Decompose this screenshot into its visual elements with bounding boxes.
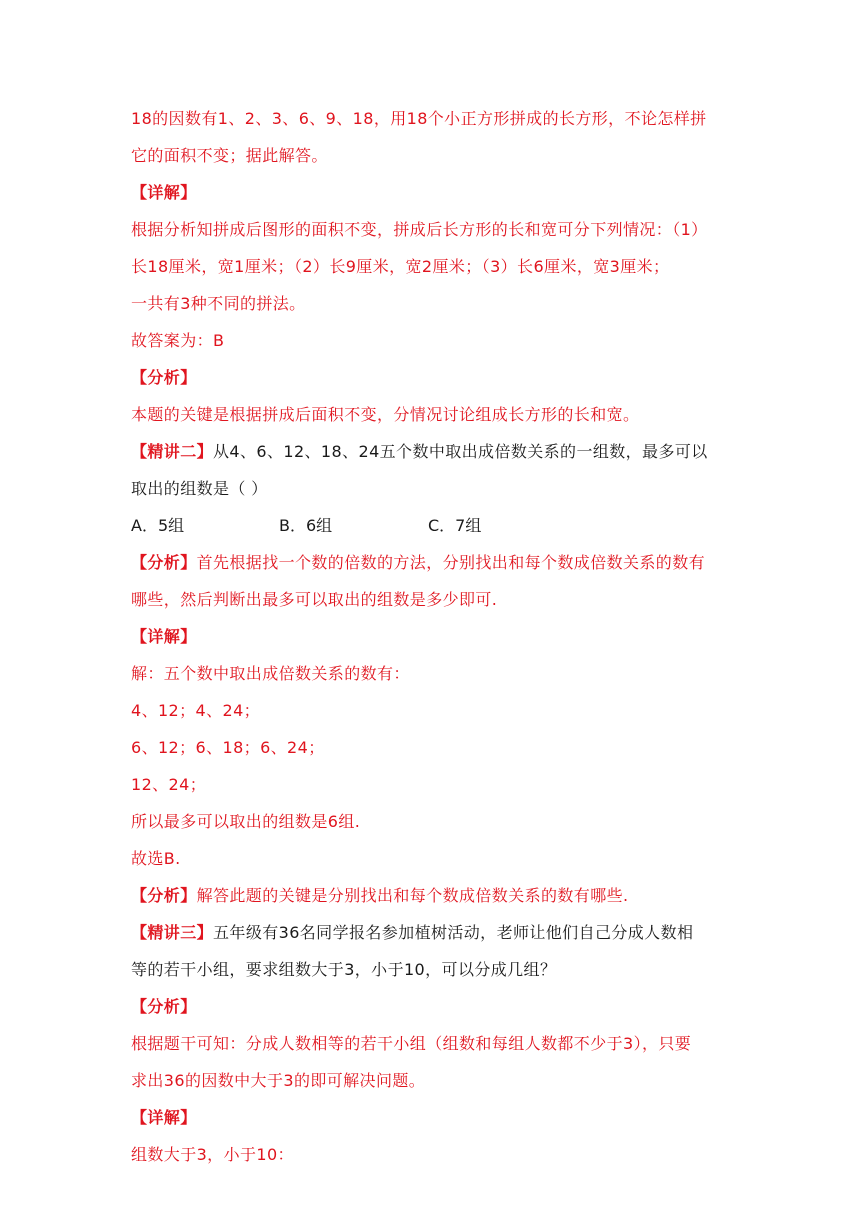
section-heading-detail: 【详解】 bbox=[131, 1108, 197, 1127]
section-heading-detail: 【详解】 bbox=[131, 183, 197, 202]
detail-line: 组数大于3，小于10： bbox=[131, 1145, 294, 1164]
detail-line: 一共有3种不同的拼法。 bbox=[131, 294, 306, 313]
analysis-line: 根据题干可知：分成人数相等的若干小组（组数和每组人数都不少于3），只要 bbox=[131, 1034, 692, 1053]
analysis-text: 首先根据找一个数的倍数的方法，分别找出和每个数成倍数关系的数有 bbox=[196, 553, 706, 572]
question-2-text: 从4、6、12、18、24五个数中取出成倍数关系的一组数，最多可以 bbox=[213, 442, 708, 461]
section-heading-analysis: 【分析】 bbox=[131, 368, 197, 387]
question-2-line bbox=[131, 440, 741, 464]
analysis-line: 本题的关键是根据拼成后面积不变，分情况讨论组成长方形的长和宽。 bbox=[131, 405, 640, 424]
option-c: C．7组 bbox=[428, 516, 482, 535]
detail-line: 解：五个数中取出成倍数关系的数有： bbox=[131, 664, 410, 683]
question-3-line bbox=[131, 921, 741, 945]
option-a: A．5组 bbox=[131, 516, 185, 535]
section-heading-analysis: 【分析】 bbox=[131, 997, 197, 1016]
question-3-tag: 【精讲三】 bbox=[131, 923, 214, 942]
question-3-line-2: 等的若干小组，要求组数大于3，小于10，可以分成几组？ bbox=[131, 960, 557, 979]
detail-line: 4、12；4、24； bbox=[131, 701, 261, 720]
analysis-line bbox=[131, 551, 741, 575]
detail-line: 12、24； bbox=[131, 775, 207, 794]
analysis-text: 解答此题的关键是分别找出和每个数成倍数关系的数有哪些. bbox=[196, 886, 629, 905]
option-b: B．6组 bbox=[279, 516, 333, 535]
analysis-tag: 【分析】 bbox=[131, 886, 197, 905]
analysis-line: 18的因数有1、2、3、6、9、18，用18个小正方形拼成的长方形，不论怎样拼 bbox=[131, 109, 707, 128]
detail-line: 6、12；6、18；6、24； bbox=[131, 738, 325, 757]
detail-line: 所以最多可以取出的组数是6组. bbox=[131, 812, 361, 831]
question-2-line-2: 取出的组数是（ ） bbox=[131, 479, 268, 498]
question-3-text: 五年级有36名同学报名参加植树活动，老师让他们自己分成人数相 bbox=[213, 923, 694, 942]
analysis-line: 求出36的因数中大于3的即可解决问题。 bbox=[131, 1071, 426, 1090]
answer-line: 故选B. bbox=[131, 849, 181, 868]
analysis-line: 哪些，然后判断出最多可以取出的组数是多少即可. bbox=[131, 590, 498, 609]
section-heading-detail: 【详解】 bbox=[131, 627, 197, 646]
analysis-line bbox=[131, 884, 741, 908]
answer-line: 故答案为：B bbox=[131, 331, 225, 350]
analysis-line: 它的面积不变；据此解答。 bbox=[131, 146, 328, 165]
analysis-tag: 【分析】 bbox=[131, 553, 197, 572]
detail-line: 根据分析知拼成后图形的面积不变，拼成后长方形的长和宽可分下列情况：（1） bbox=[131, 220, 708, 239]
detail-line: 长18厘米，宽1厘米；（2）长9厘米，宽2厘米；（3）长6厘米，宽3厘米； bbox=[131, 257, 670, 276]
question-2-tag: 【精讲二】 bbox=[131, 442, 214, 461]
